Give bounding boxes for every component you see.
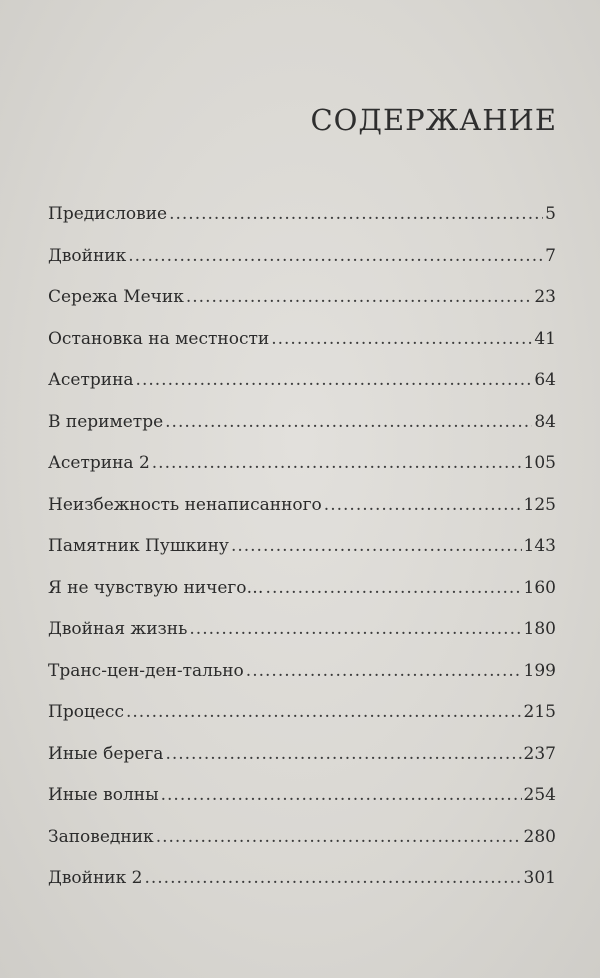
toc-dot-leader [246, 661, 522, 681]
toc-entry-title: Асетрина [48, 370, 134, 390]
toc-entry [48, 453, 556, 495]
toc-dot-leader [271, 329, 532, 349]
toc-entry-page: 125 [523, 494, 556, 515]
toc-entry-page: 41 [534, 328, 556, 349]
toc-dot-leader [165, 744, 521, 764]
table-of-contents [48, 204, 556, 910]
toc-entry-title: Транс-цен-ден-тально [48, 660, 244, 681]
toc-entry [48, 661, 556, 703]
toc-entry-page: 84 [534, 411, 556, 432]
toc-dot-leader [156, 827, 522, 847]
toc-entry [48, 204, 556, 246]
toc-entry [48, 827, 556, 869]
toc-dot-leader [161, 785, 522, 805]
toc-entry-title: Асетрина 2 [48, 453, 150, 473]
toc-dot-leader [186, 287, 533, 307]
toc-entry [48, 744, 556, 786]
toc-entry-title: Двойная жизнь [48, 619, 188, 639]
toc-entry [48, 785, 556, 827]
toc-entry-title: Предисловие [48, 204, 168, 224]
toc-entry-page: 5 [545, 204, 556, 224]
toc-dot-leader [324, 495, 522, 515]
toc-dot-leader [136, 370, 533, 390]
toc-entry [48, 412, 556, 454]
toc-entry-page: 180 [523, 619, 556, 639]
toc-entry-title: Остановка на местности [48, 328, 270, 349]
toc-entry-title: Двойник 2 [48, 868, 143, 888]
toc-entry-page: 7 [545, 245, 556, 266]
toc-entry-page: 143 [523, 536, 556, 556]
toc-entry [48, 578, 556, 620]
toc-dot-leader [231, 536, 522, 556]
toc-entry-page: 160 [523, 577, 556, 598]
toc-dot-leader [165, 412, 532, 432]
toc-entry [48, 246, 556, 288]
toc-entry-title: Двойник [48, 245, 127, 266]
toc-entry-page: 215 [523, 702, 556, 722]
toc-entry-title: Иные берега [48, 743, 164, 764]
toc-entry-title: Заповедник [48, 826, 154, 847]
toc-entry-title: Сережа Мечик [48, 287, 184, 307]
toc-entry-title: Процесс [48, 702, 124, 722]
toc-entry-title: Неизбежность ненаписанного [48, 494, 322, 515]
toc-entry-page: 254 [523, 785, 556, 805]
toc-dot-leader [189, 619, 521, 639]
toc-entry-title: В периметре [48, 411, 164, 432]
toc-entry [48, 495, 556, 537]
page-title: СОДЕРЖАНИЕ [310, 103, 557, 137]
toc-dot-leader [128, 246, 543, 266]
toc-entry-page: 301 [523, 868, 556, 888]
toc-entry-page: 105 [523, 453, 556, 473]
toc-entry [48, 329, 556, 371]
toc-entry [48, 370, 556, 412]
toc-entry-page: 237 [523, 743, 556, 764]
toc-entry-page: 199 [523, 660, 556, 681]
toc-entry-title: Иные волны [48, 785, 159, 805]
toc-dot-leader [152, 453, 522, 473]
toc-dot-leader [266, 578, 522, 598]
toc-entry-title: Памятник Пушкину [48, 536, 229, 556]
toc-entry [48, 619, 556, 661]
toc-entry [48, 702, 556, 744]
toc-entry-title: Я не чувствую ничего… [48, 577, 264, 598]
toc-entry [48, 868, 556, 910]
toc-entry-page: 23 [534, 287, 556, 307]
toc-dot-leader [169, 204, 543, 224]
toc-entry-page: 64 [534, 370, 556, 390]
toc-entry [48, 536, 556, 578]
toc-dot-leader [144, 868, 521, 888]
toc-entry-page: 280 [523, 826, 556, 847]
toc-entry [48, 287, 556, 329]
toc-dot-leader [126, 702, 522, 722]
